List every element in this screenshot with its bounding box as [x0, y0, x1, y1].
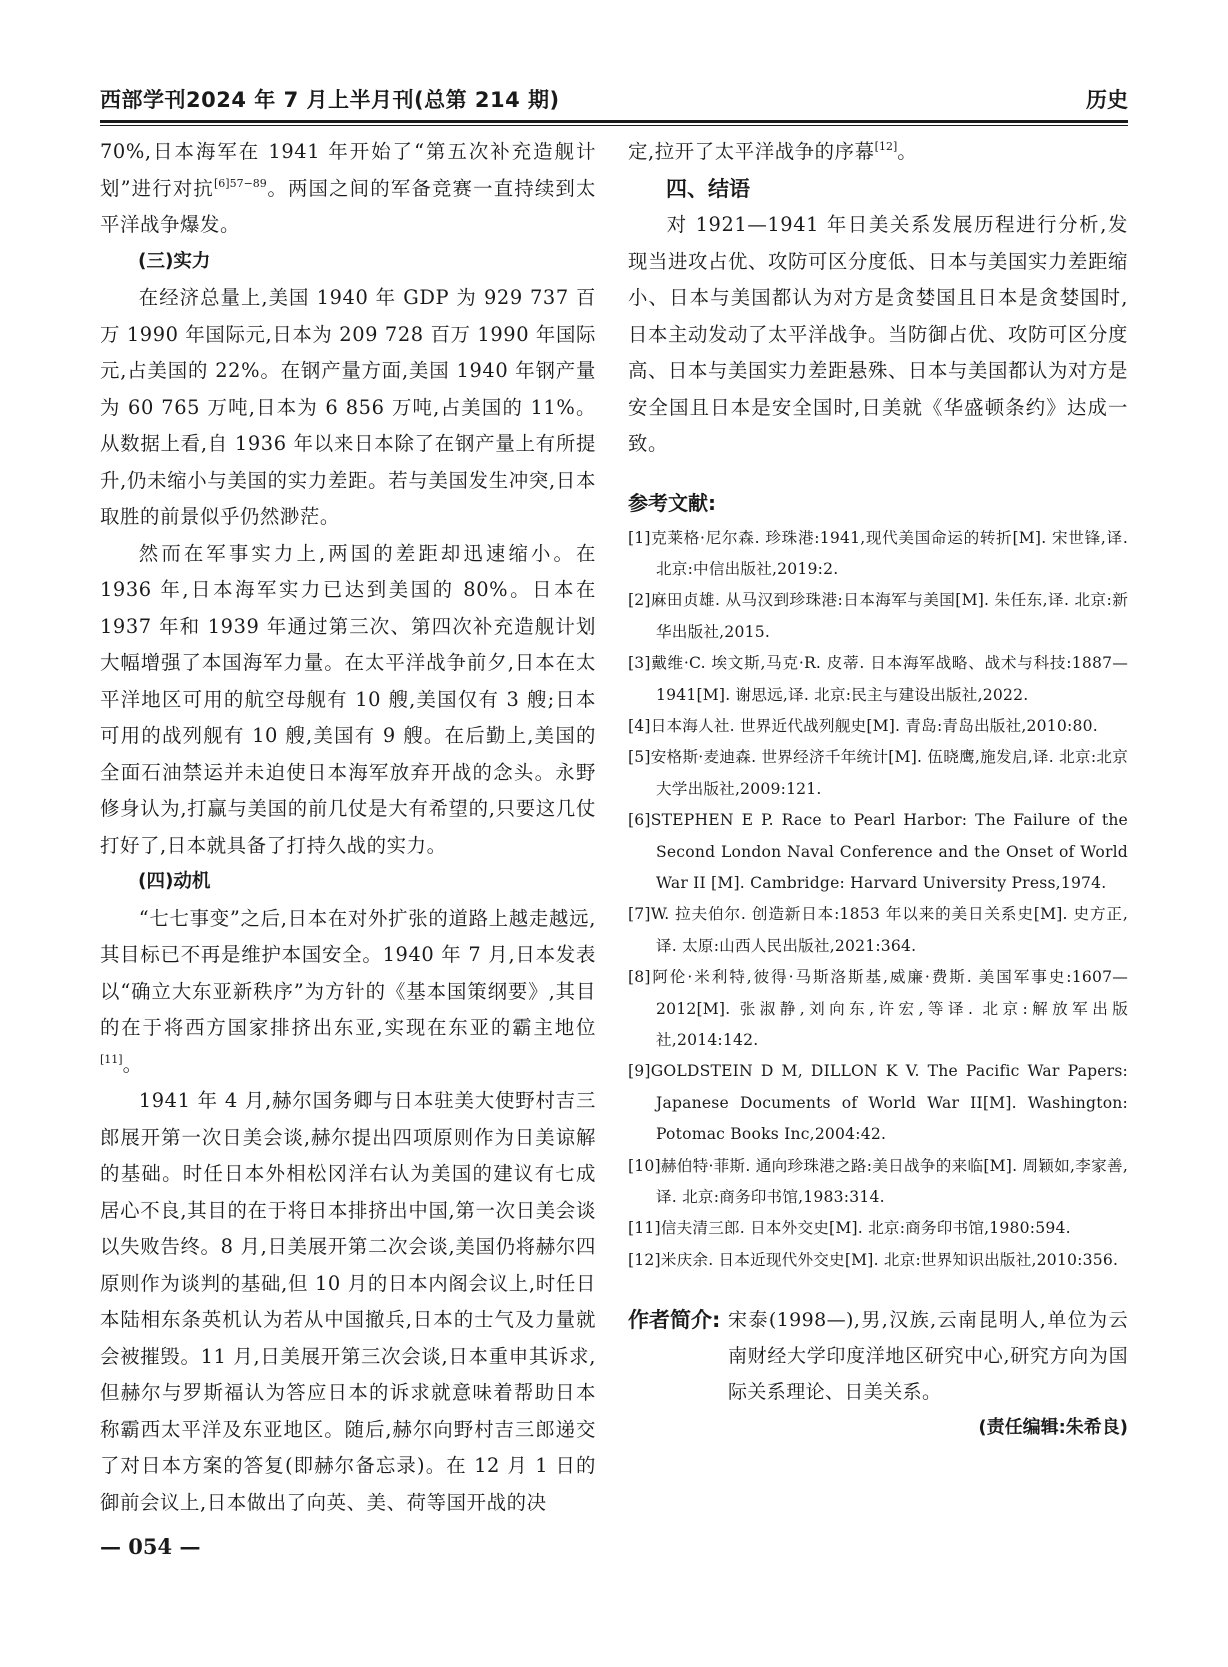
left-column [100, 134, 596, 1521]
paragraph [628, 134, 1128, 171]
reference-item: [9]GOLDSTEIN D M, DILLON K V. The Pacific War Papers: Japanese Documents of World War II[M]. Washington: Potomac Books Inc,2004:42. [628, 1062, 1128, 1144]
header-rule [100, 120, 1128, 123]
author-bio [628, 1302, 1128, 1410]
reference-item: [6]STEPHEN E P. Race to Pearl Harbor: The Failure of the Second London Naval Conference and the Onset of World War II [M]. Cambridge: Harvard University Press,1974. [628, 811, 1128, 892]
page-number: — 054 — [100, 1534, 201, 1559]
author-text: 宋泰(1998—),男,汉族,云南昆明人,单位为云南财经大学印度洋地区研究中心,研究方向为国际关系理论、日美关系。 [728, 1309, 1128, 1404]
reference-item: [4]日本海人社. 世界近代战列舰史[M]. 青岛:青岛出版社,2010:80. [628, 716, 1098, 735]
paragraph: 然而在军事实力上,两国的差距却迅速缩小。在 1936 年,日本海军实力已达到美国的 80%。日本在 1937 年和 1939 年通过第三次、第四次补充造舰计划大幅增强了本国海军力量。在太平洋战争前夕,日本在太平洋地区可用的航空母舰有 10 艘,美国仅有 3 艘;日本可用的战列舰有 10 艘,美国有 9 艘。在后勤上,美国的全面石油禁运并未迫使日本海军放弃开战的念头。永野修身认为,打赢与美国的前几仗是大有希望的,只要这几仗打好了,日本就具备了打持久战的实力。 [100, 541, 596, 857]
author-label: 作者简介: [628, 1308, 721, 1333]
paragraph-text: 。两国之间的军备竞赛一直持续到太平洋战争爆发。 [100, 176, 596, 236]
paragraph-text: 定,拉开了太平洋战争的序幕 [628, 140, 875, 163]
journal-title: 西部学刊2024 年 7 月上半月刊(总第 214 期) [100, 88, 560, 112]
subsection-title: (三)实力 [138, 250, 211, 272]
paragraph: 对 1921—1941 年日美关系发展历程进行分析,发现当进攻占优、攻防可区分度低、日本与美国实力差距缩小、日本与美国都认为对方是贪婪国且日本是贪婪国时,日本主动发动了太平洋战争。当防御占优、攻防可区分度高、日本与美国实力差距悬殊、日本与美国都认为对方是安全国且日本是安全国时,日美就《华盛顿条约》达成一致。 [628, 213, 1128, 455]
subsection-title: (四)动机 [138, 871, 211, 892]
right-column [628, 134, 1128, 1444]
reference-item: [11]信夫清三郎. 日本外交史[M]. 北京:商务印书馆,1980:594. [628, 1219, 1071, 1238]
paragraph: 在经济总量上,美国 1940 年 GDP 为 929 737 百万 1990 年国际元,日本为 209 728 百万 1990 年国际元,占美国的 22%。在钢产量方面,美国 1940 年钢产量为 60 765 万吨,日本为 6 856 万吨,占美国的 11%。从数据上看,自 1936 年以来日本除了在钢产量上有所提升,仍未缩小与美国的实力差距。若与美国发生冲突,日本取胜的前景似乎仍然渺茫。 [100, 286, 596, 528]
paragraph [100, 901, 596, 1084]
paragraph-text: 。 [122, 1052, 143, 1076]
responsible-editor: (责任编辑:朱希良) [978, 1417, 1128, 1439]
citation: [6]57−89 [213, 176, 267, 190]
paragraph [100, 134, 596, 244]
reference-item: [5]安格斯·麦迪森. 世界经济千年统计[M]. 伍晓鹰,施发启,译. 北京:北京大学出版社,2009:121. [628, 748, 1128, 798]
reference-item: [2]麻田贞雄. 从马汉到珍珠港:日本海军与美国[M]. 朱任东,译. 北京:新华出版社,2015. [628, 591, 1128, 641]
citation: [12] [874, 140, 898, 153]
references-title: 参考文献: [628, 490, 716, 515]
section-tag: 历史 [1086, 88, 1128, 112]
paragraph-text: 70%,日本海军在 1941 年开始了“第五次补充造舰计划”进行对抗 [100, 140, 596, 200]
reference-item: [12]米庆余. 日本近现代外交史[M]. 北京:世界知识出版社,2010:356. [628, 1250, 1119, 1269]
reference-item: [1]克莱格·尼尔森. 珍珠港:1941,现代美国命运的转折[M]. 宋世锋,译. 北京:中信出版社,2019:2. [628, 528, 1128, 578]
paragraph-text: 。 [897, 140, 918, 163]
reference-item: [10]赫伯特·菲斯. 通向珍珠港之路:美日战争的来临[M]. 周颖如,李家善,译. 北京:商务印书馆,1983:314. [628, 1156, 1128, 1207]
header-rule-thin [100, 125, 1128, 126]
reference-item: [7]W. 拉夫伯尔. 创造新日本:1853 年以来的美日关系史[M]. 史方正,译. 太原:山西人民出版社,2021:364. [628, 905, 1128, 955]
reference-list [628, 523, 1128, 1277]
reference-item: [3]戴维·C. 埃文斯,马克·R. 皮蒂. 日本海军战略、战术与科技:1887—1941[M]. 谢思远,译. 北京:民主与建设出版社,2022. [628, 654, 1128, 704]
reference-item: [8]阿伦·米利特,彼得·马斯洛斯基,威廉·费斯. 美国军事史:1607—2012[M]. 张淑静,刘向东,许宏,等译. 北京:解放军出版社,2014:142. [628, 968, 1128, 1049]
section-heading: 四、结语 [666, 176, 750, 201]
page-header [100, 82, 1128, 116]
paragraph-text: “七七事变”之后,日本在对外扩张的道路上越走越远,其目标已不再是维护本国安全。1940 年 7 月,日本发表以“确立大东亚新秩序”为方针的《基本国策纲要》,其目的在于将西方国家排挤出东亚,实现在东亚的霸主地位 [100, 906, 596, 1039]
citation: [11] [100, 1052, 123, 1066]
paragraph: 1941 年 4 月,赫尔国务卿与日本驻美大使野村吉三郎展开第一次日美会谈,赫尔提出四项原则作为日美谅解的基础。时任日本外相松冈洋右认为美国的建议有七成居心不良,其目的在于将日本排挤出中国,第一次日美会谈以失败告终。8 月,日美展开第二次会谈,美国仍将赫尔四原则作为谈判的基础,但 10 月的日本内阁会议上,时任日本陆相东条英机认为若从中国撤兵,日本的士气及力量就会被摧毁。11 月,日美展开第三次会谈,日本重申其诉求,但赫尔与罗斯福认为答应日本的诉求就意味着帮助日本称霸西太平洋及东亚地区。随后,赫尔向野村吉三郎递交了对日本方案的答复(即赫尔备忘录)。在 12 月 1 日的御前会议上,日本做出了向英、美、荷等国开战的决 [100, 1089, 596, 1514]
